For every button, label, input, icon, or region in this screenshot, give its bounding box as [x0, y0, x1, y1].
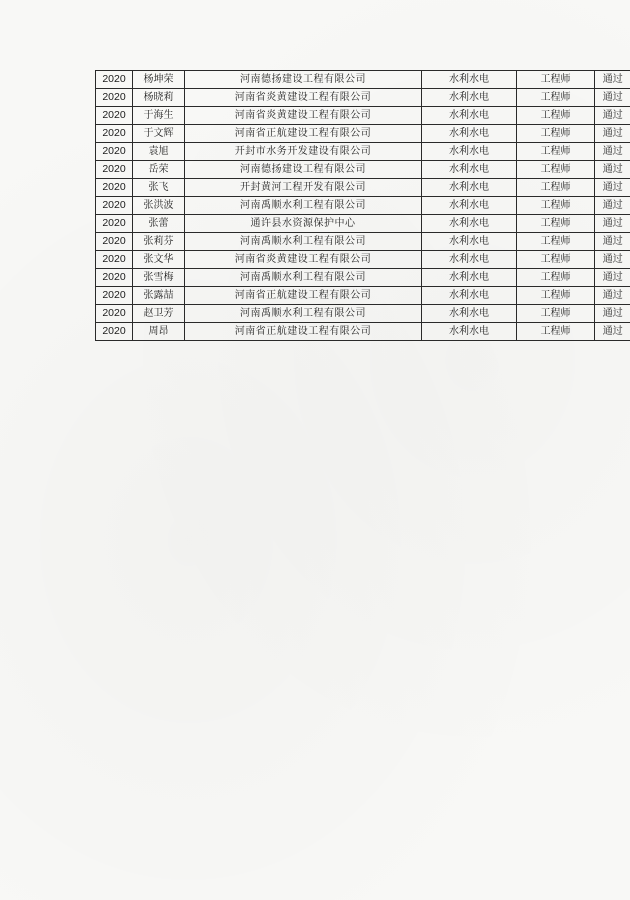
company-cell: 河南省正航建设工程有限公司 [185, 323, 422, 341]
result-cell: 通过 [595, 305, 630, 323]
title-cell: 工程师 [517, 287, 595, 305]
year-cell: 2020 [96, 323, 133, 341]
name-cell: 杨坤荣 [133, 71, 185, 89]
title-cell: 工程师 [517, 179, 595, 197]
company-cell: 河南德扬建设工程有限公司 [185, 71, 422, 89]
year-cell: 2020 [96, 215, 133, 233]
result-cell: 通过 [595, 71, 630, 89]
table-row [96, 323, 630, 341]
result-cell: 通过 [595, 161, 630, 179]
major-cell: 水利水电 [422, 269, 517, 287]
year-cell: 2020 [96, 71, 133, 89]
title-cell: 工程师 [517, 89, 595, 107]
result-cell: 通过 [595, 233, 630, 251]
major-cell: 水利水电 [422, 89, 517, 107]
table-row [96, 305, 630, 323]
company-cell: 河南省正航建设工程有限公司 [185, 125, 422, 143]
name-cell: 张文华 [133, 251, 185, 269]
table-row [96, 179, 630, 197]
year-cell: 2020 [96, 89, 133, 107]
name-cell: 张蕾 [133, 215, 185, 233]
result-cell: 通过 [595, 215, 630, 233]
title-cell: 工程师 [517, 305, 595, 323]
name-cell: 岳荣 [133, 161, 185, 179]
year-cell: 2020 [96, 233, 133, 251]
year-cell: 2020 [96, 287, 133, 305]
title-cell: 工程师 [517, 107, 595, 125]
company-cell: 河南省正航建设工程有限公司 [185, 287, 422, 305]
major-cell: 水利水电 [422, 251, 517, 269]
result-cell: 通过 [595, 269, 630, 287]
table-row [96, 251, 630, 269]
name-cell: 张露喆 [133, 287, 185, 305]
title-cell: 工程师 [517, 71, 595, 89]
result-cell: 通过 [595, 251, 630, 269]
year-cell: 2020 [96, 125, 133, 143]
name-cell: 张飞 [133, 179, 185, 197]
major-cell: 水利水电 [422, 107, 517, 125]
company-cell: 河南德扬建设工程有限公司 [185, 161, 422, 179]
result-cell: 通过 [595, 89, 630, 107]
title-cell: 工程师 [517, 233, 595, 251]
table-row [96, 89, 630, 107]
company-cell: 开封黄河工程开发有限公司 [185, 179, 422, 197]
major-cell: 水利水电 [422, 161, 517, 179]
year-cell: 2020 [96, 161, 133, 179]
major-cell: 水利水电 [422, 179, 517, 197]
company-cell: 河南禹顺水利工程有限公司 [185, 269, 422, 287]
title-cell: 工程师 [517, 125, 595, 143]
results-table [95, 70, 630, 341]
table-row [96, 71, 630, 89]
table-row [96, 269, 630, 287]
name-cell: 周昂 [133, 323, 185, 341]
title-cell: 工程师 [517, 215, 595, 233]
year-cell: 2020 [96, 143, 133, 161]
table-row [96, 215, 630, 233]
company-cell: 河南禹顺水利工程有限公司 [185, 305, 422, 323]
major-cell: 水利水电 [422, 143, 517, 161]
year-cell: 2020 [96, 197, 133, 215]
name-cell: 于海生 [133, 107, 185, 125]
year-cell: 2020 [96, 107, 133, 125]
table-row [96, 287, 630, 305]
result-cell: 通过 [595, 143, 630, 161]
company-cell: 河南省炎黄建设工程有限公司 [185, 251, 422, 269]
name-cell: 杨晓莉 [133, 89, 185, 107]
company-cell: 通许县水资源保护中心 [185, 215, 422, 233]
major-cell: 水利水电 [422, 71, 517, 89]
major-cell: 水利水电 [422, 305, 517, 323]
major-cell: 水利水电 [422, 287, 517, 305]
table-row [96, 125, 630, 143]
name-cell: 于文辉 [133, 125, 185, 143]
major-cell: 水利水电 [422, 323, 517, 341]
title-cell: 工程师 [517, 323, 595, 341]
company-cell: 河南省炎黄建设工程有限公司 [185, 89, 422, 107]
company-cell: 河南省炎黄建设工程有限公司 [185, 107, 422, 125]
year-cell: 2020 [96, 305, 133, 323]
year-cell: 2020 [96, 251, 133, 269]
title-cell: 工程师 [517, 251, 595, 269]
table-row [96, 107, 630, 125]
major-cell: 水利水电 [422, 197, 517, 215]
table-row [96, 143, 630, 161]
result-cell: 通过 [595, 323, 630, 341]
results-table-body [96, 71, 630, 341]
major-cell: 水利水电 [422, 233, 517, 251]
table-row [96, 161, 630, 179]
company-cell: 河南禹顺水利工程有限公司 [185, 197, 422, 215]
title-cell: 工程师 [517, 197, 595, 215]
result-cell: 通过 [595, 107, 630, 125]
result-cell: 通过 [595, 125, 630, 143]
company-cell: 开封市水务开发建设有限公司 [185, 143, 422, 161]
title-cell: 工程师 [517, 269, 595, 287]
name-cell: 张雪梅 [133, 269, 185, 287]
name-cell: 张莉芬 [133, 233, 185, 251]
title-cell: 工程师 [517, 161, 595, 179]
result-cell: 通过 [595, 287, 630, 305]
result-cell: 通过 [595, 179, 630, 197]
major-cell: 水利水电 [422, 125, 517, 143]
year-cell: 2020 [96, 269, 133, 287]
table-row [96, 197, 630, 215]
result-cell: 通过 [595, 197, 630, 215]
name-cell: 袁旭 [133, 143, 185, 161]
title-cell: 工程师 [517, 143, 595, 161]
name-cell: 张洪波 [133, 197, 185, 215]
company-cell: 河南禹顺水利工程有限公司 [185, 233, 422, 251]
major-cell: 水利水电 [422, 215, 517, 233]
name-cell: 赵卫芳 [133, 305, 185, 323]
year-cell: 2020 [96, 179, 133, 197]
table-row [96, 233, 630, 251]
